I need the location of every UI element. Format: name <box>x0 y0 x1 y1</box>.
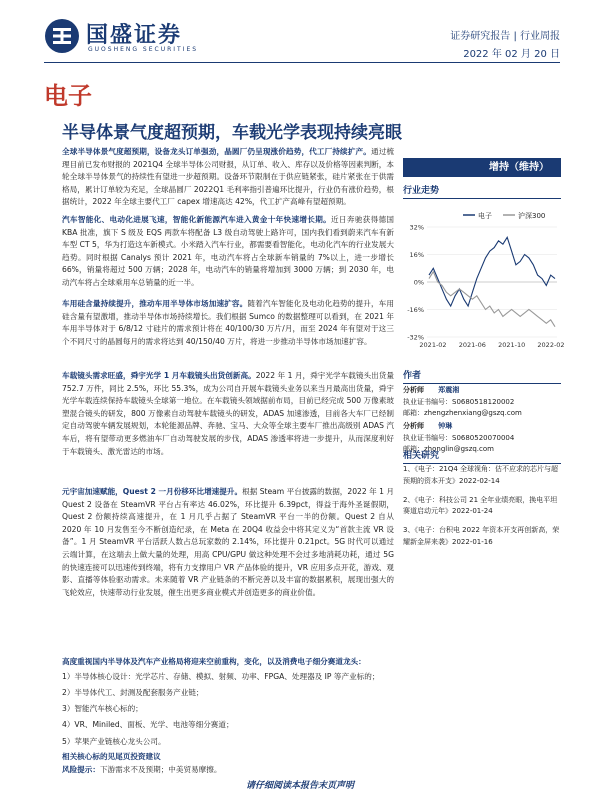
focus-item: 3）智能汽车核心标的； <box>62 704 143 714</box>
report-link-date: 2022-02-14 <box>459 476 500 485</box>
cert-number: S0680520070004 <box>452 433 515 442</box>
analyst-label: 分析师 <box>403 422 424 430</box>
report-type: 证券研究报告 | 行业周报 <box>450 31 560 42</box>
x-tick-label: 2022-02 <box>537 341 565 349</box>
risk-note <box>62 764 394 777</box>
cert-label: 执业证书编号： <box>403 397 452 406</box>
chart-legend <box>463 211 545 220</box>
paragraph-body: 通过梳理目前已发布财报的 2021Q4 全球半导体公司财报，从订单、收入、库存以及价格等因素判断，本轮全球半导体景气的持续性有望进一步超预期。设备环节限制在于供应链紧张，硅片紧张在于供需格局，累计订单较为充足，全球晶圆厂 2022Q1 毛利率指引普遍环比提升，行业仍有涨价趋势，根据统计，2022 年全球主要代工厂 capex 增速高达 42%，代工扩产高峰有望超预期。 <box>62 147 395 207</box>
trend-heading: 行业走势 <box>403 183 561 199</box>
email-label: 邮箱： <box>403 445 424 453</box>
sector-title: 电子 <box>44 82 92 110</box>
focus-item: 4）VR、Miniled、面板、光学、电池等细分赛道； <box>62 720 234 730</box>
tips-heading: 相关核心标的见尾页投资建议 <box>62 752 161 762</box>
paragraph-body: 近日奔驰获得德国 KBA 批准，旗下 S 级及 EQS 两款车将配备 L3 级自动驾驶上路许可，国内我们看到蔚来汽车有新车型 CT 5，华为打造这车新模式。小米踏入汽车行业，都需要看智能化，电动化汽车的行业发展大趋势。同时根据 Canalys 预计 2021 年，电动汽车将占全球新车销量的 7%以上，进一步增长 66%，销量将超过 500 万辆；2028 年，电动汽车的销量将增加到 3000 万辆；到 2030 年，电动汽车将占全球乘用车总销量的近一半。 <box>62 215 394 287</box>
related-report[interactable] <box>403 525 561 549</box>
risk-label: 风险提示： <box>62 764 100 774</box>
related-report[interactable] <box>403 464 561 488</box>
report-link-date: 2022-01-16 <box>452 537 493 546</box>
paragraph-lead: 全球半导体景气度超预期，设备龙头订单强劲，晶圆厂仍呈现涨价趋势，代工厂持续扩产。 <box>62 147 371 156</box>
paragraph-lead: 车用硅含量持续提升，推动车用半导体市场加速扩容。 <box>62 299 248 308</box>
report-date: 2022 年 02 月 20 日 <box>463 49 560 60</box>
paragraph-body: 2022 年 1 月，舜宇光学车载镜头出货量 752.7 万件，同比 2.5%，环比 55.3%，成为公司自开展车载镜头业务以来当月最高出货量，舜宇光学车载连续保持车载镜头全球第一地位。在车载镜头领域据前布局，目前已经完成 500 万像素玻塑混合镜头的研发，800 万像素自动驾驶车载镜头的研发，ADAS 加速渗透，目前各大车厂已经制定自动驾驶车辆发展规划，本轮能源品牌、奔驰、宝马、大众等全球主要车厂推出高级别 ADAS 汽车后，将有望带动更多燃油车厂自动驾驶发展的步伐，ADAS 渗透率将进一步提升，从而深度利好于车载镜头、激光雷达的市场。 <box>62 371 394 456</box>
y-tick-labels <box>407 224 424 342</box>
paragraph <box>62 370 394 484</box>
paragraph-body: 随着汽车智能化及电动化趋势的提升，车用硅含量有望激增，推动半导体市场持续增长。我们根据 Sumco 的数据整理可以看到，在 2021 年车用半导体对于 6/8/12 寸硅片的需求预计将在 40/100/30 万片/月，而至 2024 年有望对于这三个不同尺寸的晶圆每月的需求将达到 40/150/40 万片，将进一步推动半导体市场加速扩容。 <box>62 299 394 346</box>
email[interactable]: zhonglin@gszq.com <box>424 445 494 453</box>
footer-disclaimer: 请仔细阅读本报告末页声明 <box>245 781 354 791</box>
focus-item: 2）半导体代工、封测及配套服务产业链； <box>62 687 204 697</box>
reports-heading: 相关研究 <box>403 448 561 464</box>
report-link-title[interactable]: 3、《电子：台积电 2022 年资本开支再创新高，荣耀新金屏来袭》 <box>403 526 560 546</box>
x-tick-labels <box>419 341 564 349</box>
legend-electronics: 电子 <box>478 212 492 220</box>
main-column <box>62 146 394 776</box>
logo-mark-icon <box>44 18 80 54</box>
paragraph <box>62 146 394 212</box>
y-tick-label: 32% <box>409 223 424 232</box>
x-tick-label: 2021-10 <box>498 341 526 349</box>
company-logo <box>44 16 234 60</box>
report-link-date: 2022-01-24 <box>452 507 493 516</box>
logo-name-en: GUOSHENG SECURITIES <box>88 46 199 53</box>
y-tick-label: -32% <box>407 333 424 342</box>
analyst-name: 钟琳 <box>438 422 453 430</box>
logo-name: 国盛证券 <box>86 23 183 48</box>
paragraph-lead: 汽车智能化、电动化进展飞速，智能化新能源汽车进入黄金十年快速增长期。 <box>62 215 332 224</box>
related-report[interactable] <box>403 495 561 519</box>
report-title: 半导体景气度超预期，车载光学表现持续亮眼 <box>62 123 402 143</box>
trend-chart <box>403 203 565 351</box>
analyst-label: 分析师 <box>403 386 424 394</box>
paragraph <box>62 486 394 652</box>
header-divider <box>44 62 560 63</box>
rating-badge: 增持（维持） <box>403 158 561 177</box>
legend-hs300: 沪深300 <box>518 212 546 220</box>
paragraph-lead: 元宇宙加速赋能，Quest 2 一月份移环比增速提升。 <box>62 487 243 496</box>
paragraph <box>62 298 394 368</box>
y-tick-label: 16% <box>409 251 424 259</box>
focus-item: 5）苹果产业链核心龙头公司。 <box>62 736 166 746</box>
y-tick-label: -16% <box>407 306 424 314</box>
risk-text: 下游需求不及预期；中美贸易摩擦。 <box>99 764 222 774</box>
chart-grid <box>427 227 557 337</box>
cert-label: 执业证书编号： <box>403 433 452 442</box>
email[interactable]: zhengzhenxiang@gszq.com <box>424 409 522 417</box>
analyst-name: 郑震湘 <box>438 386 460 394</box>
x-tick-label: 2021-02 <box>419 341 447 349</box>
report-link-title[interactable]: 1、《电子：21Q4 全球视角：估不应求的芯片与超预期的资本开支》 <box>403 465 559 485</box>
y-tick-label: 0% <box>413 278 424 287</box>
paragraph-lead: 车载镜头需求旺盛，舜宇光学 1 月车载镜头出货创新高。 <box>62 371 256 380</box>
series-line-hs300 <box>429 272 555 327</box>
series-line-electronics <box>429 237 555 306</box>
paragraph <box>62 214 394 296</box>
author-heading: 作者 <box>403 368 561 384</box>
paragraph-body: 根据 Steam 平台披露的数据，2022 年 1 月 Quest 2 设备在 SteamVR 平台占有率达 46.02%，环比提升 6.39pct，得益于海外圣诞假期，Quest 2 份额持续高速提升，在 1 月几乎占据了 SteamVR 平台一半的份额。Quest 2 自从 2020 年 10 月发售至今不断创造纪录，在 Meta 在 20Q4 收益会中将其定义为“首款主流 VR 设备”。1 月 SteamVR 平台活跃人数占总玩家数的 2.14%，环比提升 0.21pct。5G 时代可以通过云端计算，在这端去上做大量的处理，用高 CPU/GPU 做这种处理不会过多地消耗功耗，通过 5G 的快速连接可以迅速传到终端，将有力支撑用户 VR 产品体验的提升，VR 应用多点开花，游戏、观影、直播等体验驱动需求。未来随着 VR 产业链条的不断完善以及丰富的数据累积，展现出强大的飞轮效应，快速带动行业发展，催生出更多商业模式并创造更多的商业价值。 <box>62 487 394 597</box>
focus-heading: 高度重视国内半导体及汽车产业格局将迎来空前重构，变化，以及消费电子细分赛道龙头： <box>62 657 366 666</box>
x-tick-label: 2021-06 <box>458 341 486 349</box>
report-link-title[interactable]: 2、《电子：科技公司 21 全年业绩亮眼，换电平坦赛道启动元年》 <box>403 495 558 516</box>
focus-item: 1）半导体核心设计：光学芯片、存储、模拟、射频、功率、FPGA、处理器及 IP 等产业标的； <box>62 671 380 681</box>
cert-number: S0680518120002 <box>452 397 515 406</box>
related-reports <box>403 464 561 556</box>
analyst-1 <box>403 385 563 420</box>
email-label: 邮箱： <box>403 409 424 417</box>
